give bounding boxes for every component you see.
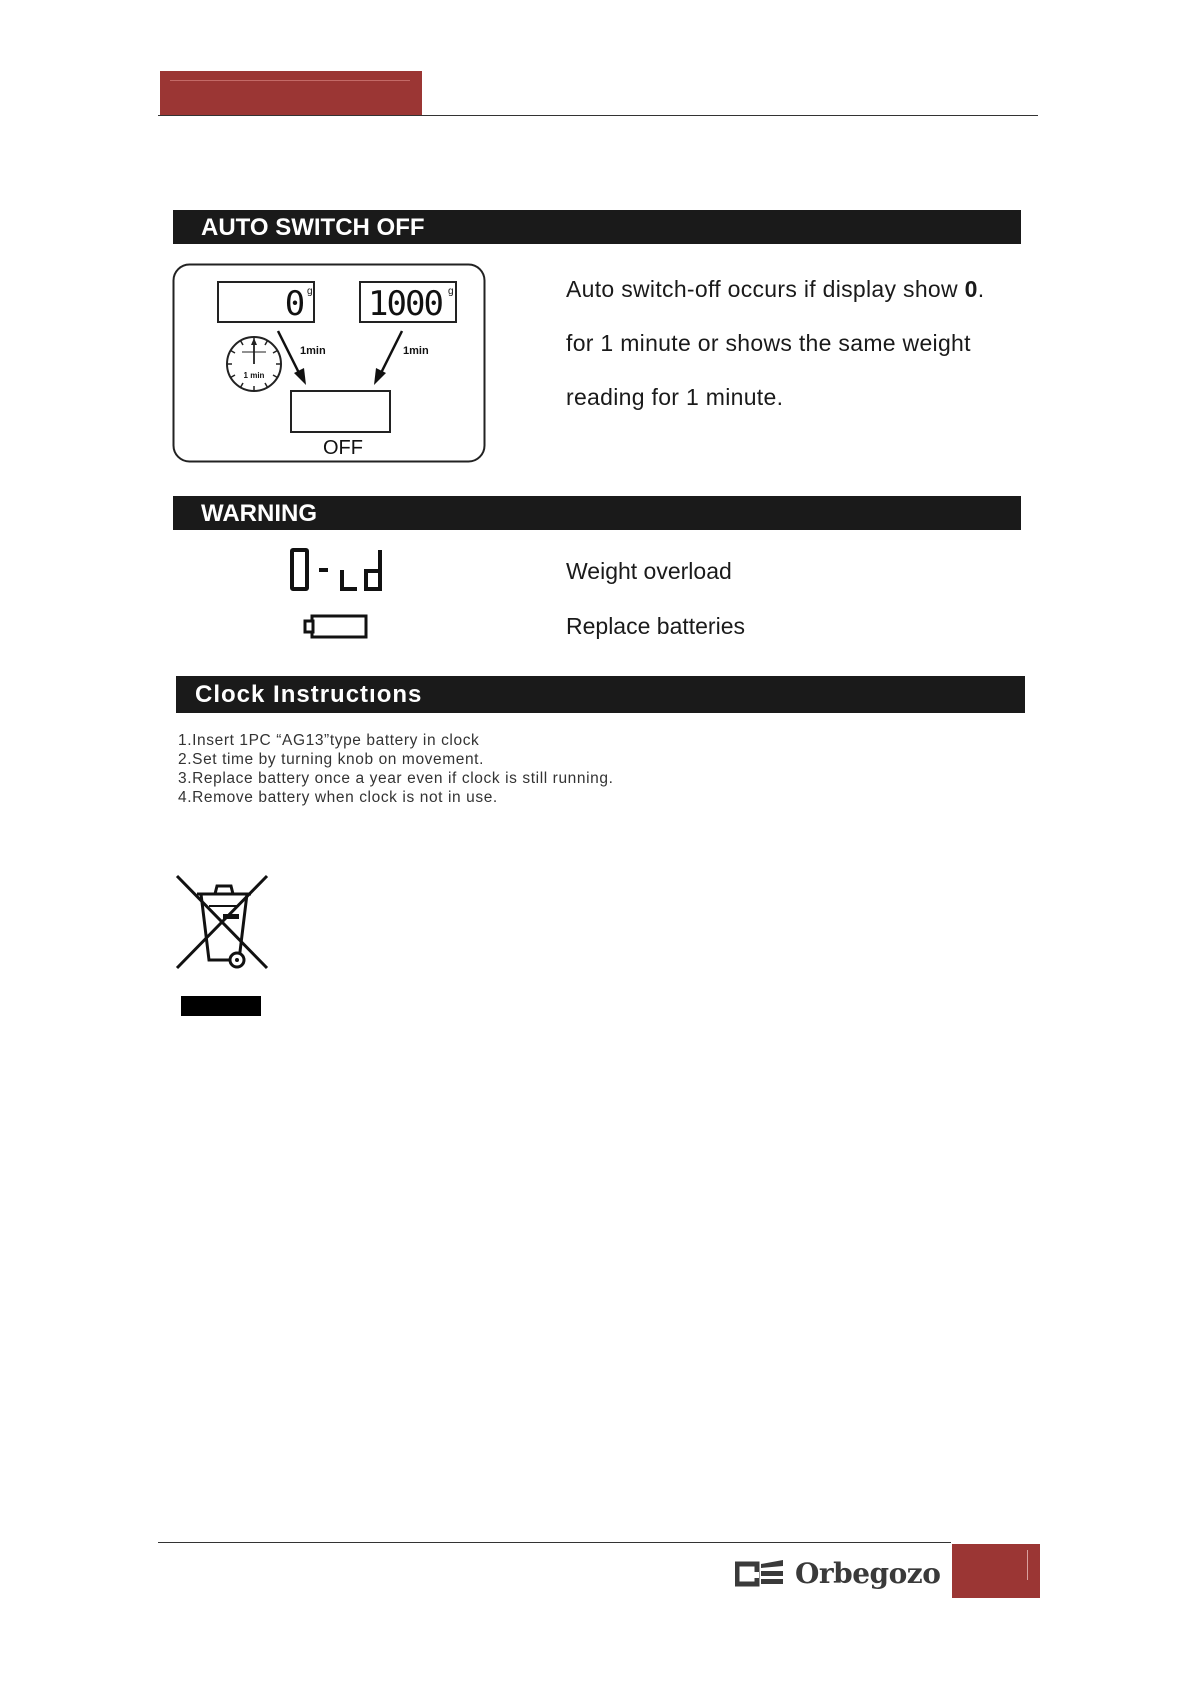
auto-switch-off-diagram <box>172 263 486 463</box>
display-right-unit: g <box>448 286 454 297</box>
timer-label-left: 1min <box>300 345 326 357</box>
auto-text-line-1-bold: 0 <box>964 276 978 302</box>
section-title-auto-switch-off: AUTO SWITCH OFF <box>201 214 425 241</box>
section-title-warning: WARNING <box>201 500 317 527</box>
off-label: OFF <box>323 437 363 459</box>
section-bar-auto-switch-off <box>173 210 1021 244</box>
overload-icon-text: 0-Ld <box>336 578 340 579</box>
list-item: 3.Replace battery once a year even if clock is still running. <box>178 770 614 787</box>
clock-instructions-list <box>178 731 614 807</box>
brand-name: Orbegozo <box>795 1556 941 1590</box>
display-left-unit: g <box>307 286 313 297</box>
warning-label-overload: Weight overload <box>566 558 732 584</box>
list-item: 2.Set time by turning knob on movement. <box>178 751 484 768</box>
brand-mark-icon <box>735 1558 785 1588</box>
header-accent-highlight <box>170 80 410 81</box>
auto-text-line-3: reading for 1 minute. <box>566 384 784 410</box>
display-right-value: 1000 <box>368 284 442 324</box>
clock-label: 1 min <box>243 371 265 380</box>
auto-text-line-2: for 1 minute or shows the same weight <box>566 330 971 356</box>
overload-display-icon <box>290 548 386 592</box>
list-item: 4.Remove battery when clock is not in use. <box>178 789 498 806</box>
battery-icon <box>303 614 369 640</box>
header-rule <box>158 115 1038 116</box>
auto-switch-off-description <box>566 262 1036 424</box>
section-bar-warning <box>173 496 1021 530</box>
auto-text-line-1 <box>566 262 1036 316</box>
footer-rule <box>158 1542 951 1543</box>
timer-label-right: 1min <box>403 345 429 357</box>
warning-label-batteries: Replace batteries <box>566 613 745 639</box>
clock-icon <box>227 337 281 391</box>
header-accent-block <box>160 71 422 116</box>
display-off <box>291 391 390 432</box>
section-title-clock-instructions: Clock Instructıons <box>195 681 423 708</box>
weee-crossed-bin-icon <box>175 874 271 970</box>
footer-accent-highlight <box>1027 1550 1028 1580</box>
list-item: 1.Insert 1PC “AG13”type battery in clock <box>178 732 480 749</box>
display-left-value: 0 <box>284 284 306 324</box>
auto-text-line-1-prefix: Auto switch-off occurs if display show <box>566 276 965 302</box>
weee-black-bar <box>181 996 261 1016</box>
section-bar-clock-instructions <box>176 676 1025 713</box>
brand-logo <box>735 1555 940 1591</box>
auto-text-line-1-suffix: . <box>977 276 985 302</box>
